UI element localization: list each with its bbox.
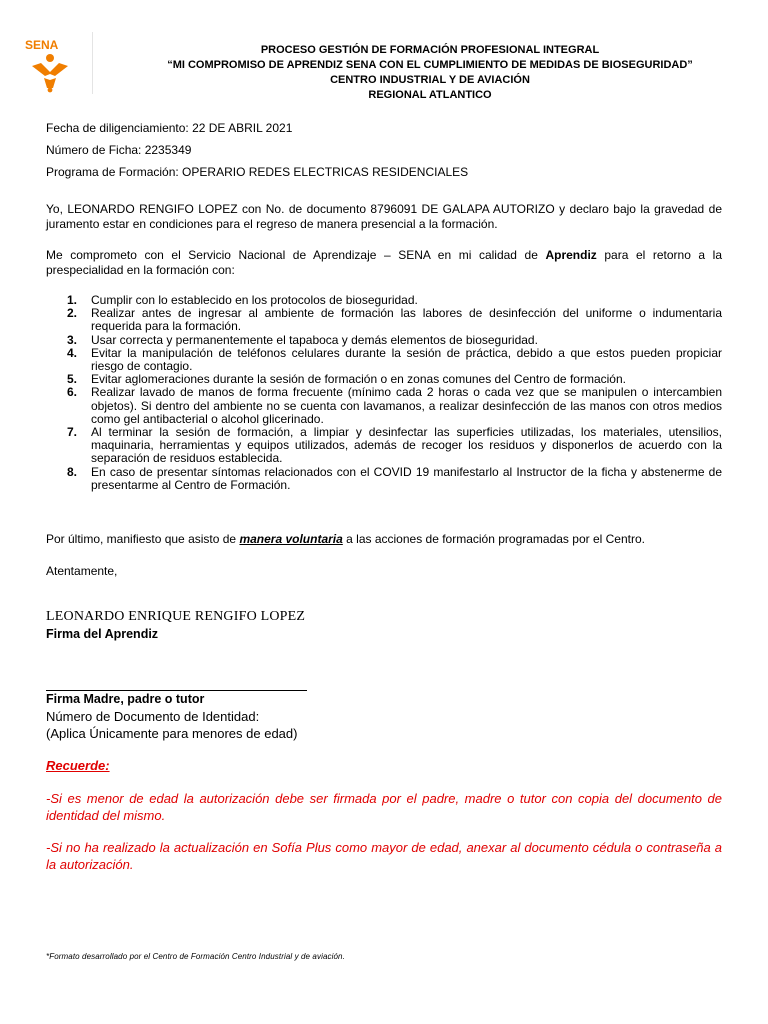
- sena-logo-text: SENA: [25, 38, 59, 52]
- compromiso-paragraph: [46, 248, 722, 277]
- header-process: PROCESO GESTIÓN DE FORMACIÓN PROFESIONAL INTEGRAL: [260, 44, 600, 56]
- fecha-line: Fecha de diligenciamiento: 22 DE ABRIL 2021: [46, 121, 293, 135]
- sena-logo: [22, 34, 78, 94]
- document-header: [130, 43, 730, 103]
- list-text: En caso de presentar síntomas relacionados con el COVID 19 manifestarlo al Instructor de la ficha y abstenerme de presentarme al Centro de Formación.: [91, 464, 722, 492]
- compromiso-text-end: para el retorno a la prespecialidad en la formación con:: [46, 248, 723, 277]
- list-number: 5.: [67, 372, 78, 387]
- list-item: [46, 426, 722, 466]
- header-center: CENTRO INDUSTRIAL Y DE AVIACIÓN: [330, 74, 530, 86]
- list-item: [46, 466, 722, 492]
- programa-line: Programa de Formación: OPERARIO REDES ELECTRICAS RESIDENCIALES: [46, 165, 469, 179]
- declaration-paragraph: Yo, LEONARDO RENGIFO LOPEZ con No. de documento 8796091 DE GALAPA AUTORIZO y declaro bajo la gravedad de juramento estar en condiciones para el regreso de manera presencial a la formación.: [46, 202, 722, 231]
- recuerde-note-sofia: -Si no ha realizado la actualización en Sofía Plus como mayor de edad, anexar al documento cédula o contraseña a la autorización.: [46, 840, 722, 872]
- atentamente: Atentamente,: [46, 564, 118, 578]
- list-text: Evitar aglomeraciones durante la sesión de formación o en zonas comunes del Centro de formación.: [91, 372, 626, 387]
- signature-name: LEONARDO ENRIQUE RENGIFO LOPEZ: [46, 609, 306, 624]
- ficha-line: Número de Ficha: 2235349: [46, 143, 192, 157]
- recuerde-title: Recuerde:: [46, 758, 110, 773]
- header-divider: [92, 32, 93, 94]
- list-text: Usar correcta y permanentemente el tapaboca y demás elementos de bioseguridad.: [91, 332, 538, 347]
- list-number: 4.: [67, 345, 78, 360]
- commitment-list: [46, 294, 722, 492]
- list-text: Al terminar la sesión de formación, a limpiar y desinfectar las superficies utilizadas, los materiales, utensilios, maquinaria, herramientas y equipos utilizados, además de recoger los residuos y disponerlos de acuerdo con la separación de residuos establecida.: [91, 425, 722, 466]
- list-item: [46, 334, 722, 347]
- list-item: [46, 307, 722, 333]
- header-title: “MI COMPROMISO DE APRENDIZ SENA CON EL CUMPLIMIENTO DE MEDIDAS DE BIOSEGURIDAD”: [167, 59, 693, 71]
- sena-logo-figure: [32, 54, 68, 92]
- recuerde-note-minor: -Si es menor de edad la autorización debe ser firmada por el padre, madre o tutor con copia del documento de identidad del mismo.: [46, 791, 722, 823]
- closing-text-end: a las acciones de formación programadas por el Centro.: [342, 532, 645, 546]
- list-item: [46, 347, 722, 373]
- list-text: Realizar antes de ingresar al ambiente de formación las labores de desinfección del uniforme o indumentaria requerida para la formación.: [91, 306, 722, 334]
- list-number: 3.: [67, 332, 78, 347]
- list-item: [46, 386, 722, 426]
- closing-text: Por último, manifiesto que asisto de: [46, 532, 240, 546]
- list-number: 8.: [67, 464, 78, 479]
- closing-paragraph: [46, 532, 722, 547]
- list-text: Realizar lavado de manos de forma frecuente (mínimo cada 2 horas o cada vez que se manipulen o intercambien objetos). Si dentro del ambiente no se cuenta con lavamanos, a realizar desinfección de las manos con otros medios como gel antibacterial o alcohol glicerinado.: [91, 385, 722, 426]
- header-regional: REGIONAL ATLANTICO: [368, 89, 492, 101]
- aprendiz-bold: Aprendiz: [545, 248, 597, 262]
- list-number: 7.: [67, 425, 78, 440]
- list-number: 6.: [67, 385, 78, 400]
- voluntaria-emphasis: manera voluntaria: [239, 532, 343, 546]
- list-text: Cumplir con lo establecido en los protocolos de bioseguridad.: [91, 293, 418, 307]
- guardian-note: (Aplica Únicamente para menores de edad): [46, 726, 298, 741]
- list-text: Evitar la manipulación de teléfonos celulares durante la sesión de práctica, debido a que estos pueden propiciar riesgo de contagio.: [91, 345, 722, 374]
- guardian-signature-line: [46, 690, 307, 691]
- guardian-document-label: Número de Documento de Identidad:: [46, 709, 260, 724]
- signature-label: Firma del Aprendiz: [46, 627, 159, 641]
- list-number: 1.: [67, 293, 78, 307]
- list-number: 2.: [67, 306, 78, 321]
- compromiso-text: Me comprometo con el Servicio Nacional de Aprendizaje – SENA en mi calidad de: [46, 248, 546, 262]
- guardian-label: Firma Madre, padre o tutor: [46, 692, 205, 706]
- footnote: *Formato desarrollado por el Centro de Formación Centro Industrial y de aviación.: [46, 952, 345, 961]
